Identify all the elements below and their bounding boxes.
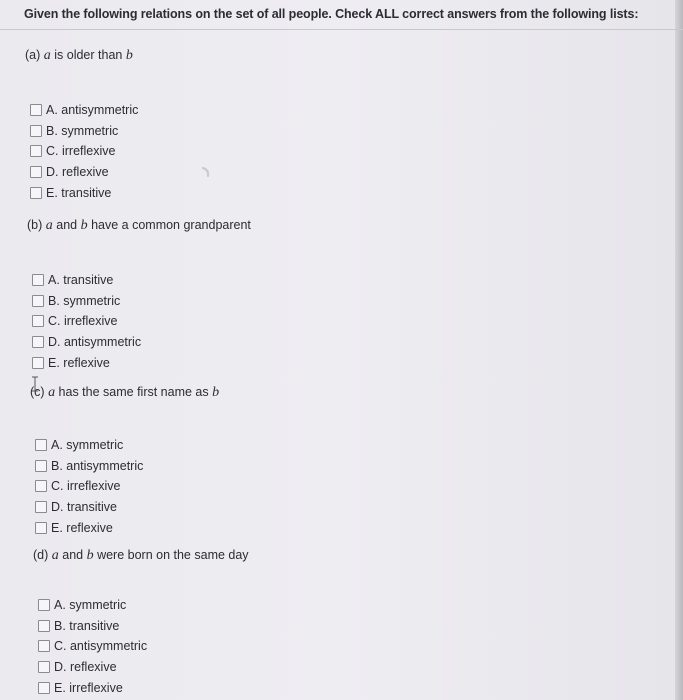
option-checkbox[interactable] [30,125,42,137]
option-row[interactable] [38,616,147,637]
option-row[interactable] [32,332,141,353]
variable-a: a [48,385,56,400]
question-text-end: were born on the same day [97,548,249,562]
option-label: E. transitive [46,185,112,200]
option-label: D. transitive [51,500,117,515]
option-row[interactable] [35,456,143,477]
option-label: D. antisymmetric [48,335,142,350]
option-label: C. irreflexive [48,314,118,329]
instructions-text: Given the following relations on the set of all people. Check ALL correct answers from the following lists: [24,7,639,21]
question-letter: (a) [25,48,41,62]
question-d-prompt [33,548,249,564]
variable-b: b [212,385,220,400]
option-checkbox[interactable] [38,661,50,673]
screen-glare-mark [200,166,214,178]
variable-b: b [125,48,133,63]
option-label: C. irreflexive [46,144,116,159]
option-row[interactable] [38,636,147,657]
option-row[interactable] [32,352,141,373]
option-row[interactable] [35,517,143,538]
question-text: and [62,548,84,562]
option-label: A. symmetric [54,598,127,613]
question-text: has the same first name as [58,385,209,399]
option-row[interactable] [32,270,141,291]
option-row[interactable] [32,311,141,332]
option-checkbox[interactable] [32,295,44,307]
variable-a: a [43,48,51,63]
option-label: C. irreflexive [51,479,121,494]
option-label: B. antisymmetric [51,458,144,473]
option-checkbox[interactable] [30,145,42,157]
option-row[interactable] [32,291,141,312]
text-cursor-icon [30,376,40,392]
option-label: E. irreflexive [54,680,123,695]
question-c-prompt [30,385,219,401]
question-c-options [35,435,143,538]
variable-b: b [80,218,88,233]
question-a-prompt [25,48,133,64]
option-row[interactable] [30,182,138,203]
option-row[interactable] [38,595,147,616]
question-b-prompt [27,218,251,234]
option-label: D. reflexive [54,660,117,675]
variable-b: b [86,548,94,563]
device-frame-edge [675,0,683,700]
option-checkbox[interactable] [35,460,47,472]
option-row[interactable] [30,162,138,183]
option-row[interactable] [38,677,147,698]
question-d-options [38,595,147,698]
option-checkbox[interactable] [35,522,47,534]
option-label: C. antisymmetric [54,639,148,654]
question-letter: (c) [30,385,45,399]
question-letter: (b) [27,218,43,232]
variable-a: a [51,548,59,563]
option-row[interactable] [38,657,147,678]
option-checkbox[interactable] [30,104,42,116]
option-checkbox[interactable] [32,336,44,348]
option-checkbox[interactable] [38,640,50,652]
option-row[interactable] [35,476,143,497]
option-row[interactable] [30,141,138,162]
option-checkbox[interactable] [35,480,47,492]
variable-a: a [45,218,53,233]
option-checkbox[interactable] [38,599,50,611]
option-row[interactable] [35,497,143,518]
option-row[interactable] [30,121,138,142]
question-b-options [32,270,141,373]
option-checkbox[interactable] [35,439,47,451]
option-label: D. reflexive [46,165,109,180]
instructions-header [0,0,683,30]
option-checkbox[interactable] [32,357,44,369]
option-row[interactable] [30,100,138,121]
option-label: A. antisymmetric [46,103,139,118]
option-label: B. symmetric [48,293,121,308]
option-checkbox[interactable] [30,166,42,178]
question-letter: (d) [33,548,49,562]
option-label: E. reflexive [51,520,113,535]
option-label: B. transitive [54,618,120,633]
question-text: is older than [54,48,123,62]
question-text: and [56,218,78,232]
option-checkbox[interactable] [38,620,50,632]
option-label: A. symmetric [51,438,124,453]
option-checkbox[interactable] [32,274,44,286]
option-checkbox[interactable] [32,315,44,327]
option-checkbox[interactable] [35,501,47,513]
question-text-end: have a common grandparent [91,218,251,232]
option-label: B. symmetric [46,123,119,138]
option-label: A. transitive [48,273,114,288]
option-checkbox[interactable] [30,187,42,199]
option-row[interactable] [35,435,143,456]
option-label: E. reflexive [48,355,110,370]
option-checkbox[interactable] [38,682,50,694]
question-a-options [30,100,138,203]
